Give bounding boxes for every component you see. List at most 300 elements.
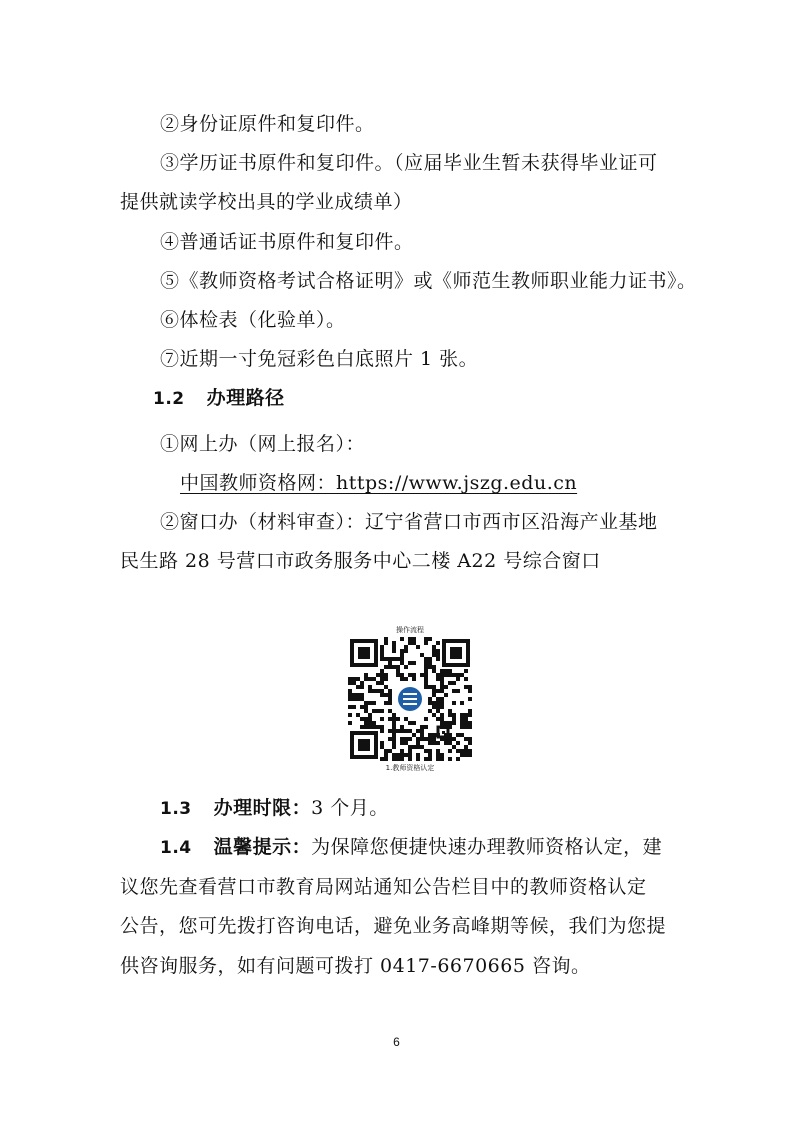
qr-module: [436, 741, 440, 745]
qr-module: [448, 713, 452, 717]
qr-module: [408, 745, 412, 749]
qr-module: [436, 657, 440, 661]
qr-module: [452, 689, 456, 693]
qr-module: [412, 661, 416, 665]
qr-module: [436, 753, 440, 757]
material-item-diploma-continued: 提供就读学校出具的学业成绩单）: [120, 191, 413, 213]
qr-module: [468, 737, 472, 741]
qr-module: [384, 677, 388, 681]
qr-module: [356, 713, 360, 717]
qr-module: [428, 733, 432, 737]
qr-module: [376, 725, 380, 729]
qr-module: [440, 669, 444, 673]
qr-module: [396, 673, 400, 677]
material-item-photo: ⑦近期一寸免冠彩色白底照片 1 张。: [160, 348, 479, 370]
qr-module: [408, 729, 412, 733]
qr-module: [436, 705, 440, 709]
qr-module: [456, 677, 460, 681]
qr-module: [432, 665, 436, 669]
qr-module: [380, 673, 384, 677]
qr-module: [364, 673, 368, 677]
qr-module: [388, 665, 392, 669]
qr-module: [420, 653, 424, 657]
qr-module: [420, 745, 424, 749]
reminder-text-line-4: 供咨询服务，如有问题可拨打 0417-6670665 咨询。: [120, 955, 591, 977]
qr-module: [428, 697, 432, 701]
qr-module: [428, 749, 432, 753]
qr-module: [384, 701, 388, 705]
qr-module: [460, 717, 464, 721]
section-heading-1-3: [160, 795, 389, 822]
qr-module: [388, 689, 392, 693]
qr-module: [364, 709, 368, 713]
qr-module: [448, 669, 452, 673]
qr-module: [348, 677, 352, 681]
qr-module: [380, 653, 384, 657]
qr-module: [364, 721, 368, 725]
qr-module: [452, 673, 456, 677]
qr-module: [388, 693, 392, 697]
qr-module: [360, 705, 364, 709]
qr-module: [388, 729, 392, 733]
qr-module: [428, 685, 432, 689]
qr-module: [388, 701, 392, 705]
qr-module: [404, 717, 408, 721]
qr-module: [380, 709, 384, 713]
qr-module: [348, 689, 352, 693]
qr-module: [372, 689, 376, 693]
page-number: 6: [393, 1035, 400, 1049]
qr-module: [460, 673, 464, 677]
qr-module: [432, 685, 436, 689]
qr-module: [440, 685, 444, 689]
section-number: 1.3: [160, 799, 192, 819]
qr-module: [352, 677, 356, 681]
qr-module: [416, 737, 420, 741]
qr-module: [436, 653, 440, 657]
qr-module: [380, 669, 384, 673]
qr-module: [392, 641, 396, 645]
qr-module: [360, 681, 364, 685]
qr-module: [428, 741, 432, 745]
qr-module: [432, 649, 436, 653]
qr-module: [468, 741, 472, 745]
qr-module: [420, 733, 424, 737]
qr-module: [360, 725, 364, 729]
qr-module: [432, 669, 436, 673]
qr-module: [460, 721, 464, 725]
qr-module: [416, 757, 420, 761]
qr-module: [392, 753, 396, 757]
qr-module: [428, 753, 432, 757]
qr-module: [424, 665, 428, 669]
qr-module: [440, 681, 444, 685]
qr-module: [436, 697, 440, 701]
qr-module: [436, 701, 440, 705]
qr-caption-top: 操作流程: [396, 626, 424, 634]
qr-module: [396, 757, 400, 761]
qr-module: [400, 649, 404, 653]
qr-module: [392, 713, 396, 717]
material-item-diploma: ③学历证书原件和复印件。（应届毕业生暂未获得毕业证可: [160, 152, 658, 174]
material-item-id-card: ②身份证原件和复印件。: [160, 113, 375, 135]
qr-module: [416, 729, 420, 733]
qr-module: [424, 685, 428, 689]
qr-module: [432, 693, 436, 697]
qr-module: [468, 685, 472, 689]
qr-module: [380, 757, 384, 761]
qr-module: [404, 649, 408, 653]
qr-module: [424, 677, 428, 681]
qr-module: [384, 749, 388, 753]
reminder-text-line-2: 议您先查看营口市教育局网站通知公告栏目中的教师资格认定: [120, 876, 647, 898]
qr-module: [412, 745, 416, 749]
qr-module: [428, 657, 432, 661]
qr-module: [456, 749, 460, 753]
material-item-mandarin-cert: ④普通话证书原件和复印件。: [160, 231, 414, 253]
qr-module: [400, 657, 404, 661]
qr-module: [400, 725, 404, 729]
qr-module: [432, 705, 436, 709]
qr-module: [392, 757, 396, 761]
qr-module: [436, 649, 440, 653]
qr-module: [408, 737, 412, 741]
qr-module: [392, 733, 396, 737]
qr-module: [352, 693, 356, 697]
qr-module: [380, 677, 384, 681]
qr-module: [440, 677, 444, 681]
qr-module: [408, 641, 412, 645]
qr-module: [384, 657, 388, 661]
qr-module: [440, 721, 444, 725]
qr-module: [400, 637, 404, 641]
qr-module: [424, 749, 428, 753]
qr-module: [464, 685, 468, 689]
qr-module: [408, 661, 412, 665]
qr-module: [380, 745, 384, 749]
qr-module: [388, 661, 392, 665]
qr-module: [348, 697, 352, 701]
qr-module: [388, 709, 392, 713]
qr-module: [404, 741, 408, 745]
qr-module: [440, 757, 444, 761]
qr-module: [376, 681, 380, 685]
qr-module: [376, 673, 380, 677]
qr-module: [368, 685, 372, 689]
qr-module: [404, 665, 408, 669]
qr-module: [452, 713, 456, 717]
qr-module: [368, 725, 372, 729]
qr-module: [388, 749, 392, 753]
qr-module: [404, 753, 408, 757]
qr-module: [384, 641, 388, 645]
qr-module: [380, 717, 384, 721]
qr-module: [460, 749, 464, 753]
qr-module: [444, 741, 448, 745]
qr-module: [388, 657, 392, 661]
qr-module: [428, 757, 432, 761]
qr-module: [356, 693, 360, 697]
qr-module: [436, 709, 440, 713]
reminder-text-line-1: 为保障您便捷快速办理教师资格认定，建: [311, 836, 663, 858]
qr-module: [400, 753, 404, 757]
qr-module: [452, 717, 456, 721]
qr-module: [352, 697, 356, 701]
qr-module: [436, 677, 440, 681]
qr-module: [444, 721, 448, 725]
qr-module: [384, 665, 388, 669]
qr-module: [372, 725, 376, 729]
qr-module: [444, 693, 448, 697]
qr-module: [380, 693, 384, 697]
qr-module: [432, 713, 436, 717]
qr-module: [464, 725, 468, 729]
qr-module: [468, 753, 472, 757]
qr-module: [380, 645, 384, 649]
window-route-address-continued: 民生路 28 号营口市政务服务中心二楼 A22 号综合窗口: [120, 550, 601, 572]
qr-module: [440, 689, 444, 693]
qr-module: [356, 677, 360, 681]
qr-module: [424, 737, 428, 741]
qr-module: [400, 741, 404, 745]
qr-module: [412, 721, 416, 725]
qr-module: [412, 677, 416, 681]
qr-module: [356, 697, 360, 701]
qr-module: [452, 681, 456, 685]
qr-module: [364, 705, 368, 709]
qr-module: [416, 741, 420, 745]
qr-caption-bottom: 1.教师资格认定: [385, 764, 435, 772]
qr-module: [396, 729, 400, 733]
qr-module: [432, 733, 436, 737]
qr-module: [424, 669, 428, 673]
qr-module: [424, 661, 428, 665]
qr-module: [400, 729, 404, 733]
qr-module: [380, 729, 384, 733]
qr-module: [440, 697, 444, 701]
qr-module: [420, 737, 424, 741]
section-heading-1-4: [160, 834, 662, 861]
qr-module: [352, 705, 356, 709]
qr-module: [364, 677, 368, 681]
qr-module: [384, 685, 388, 689]
qr-module: [348, 693, 352, 697]
qr-module: [388, 737, 392, 741]
qr-module: [368, 713, 372, 717]
section-heading-1-2: [153, 385, 285, 412]
qr-module: [456, 689, 460, 693]
qr-module: [360, 685, 364, 689]
qr-module: [428, 701, 432, 705]
qr-module: [408, 757, 412, 761]
qr-module: [464, 669, 468, 673]
qr-module: [440, 717, 444, 721]
qr-module: [412, 733, 416, 737]
qr-module: [428, 637, 432, 641]
qr-module: [400, 737, 404, 741]
qr-module: [424, 673, 428, 677]
qr-module: [448, 757, 452, 761]
qr-module: [400, 673, 404, 677]
qr-module: [408, 753, 412, 757]
teacher-qualification-website-link[interactable]: 中国教师资格网：https://www.jszg.edu.cn: [180, 472, 578, 494]
qr-module: [448, 741, 452, 745]
qr-module: [356, 685, 360, 689]
qr-module: [436, 757, 440, 761]
qr-module: [408, 673, 412, 677]
qr-module: [452, 745, 456, 749]
qr-module: [400, 749, 404, 753]
qr-module: [392, 665, 396, 669]
qr-module: [392, 729, 396, 733]
qr-module: [424, 657, 428, 661]
qr-module: [360, 697, 364, 701]
qr-module: [464, 677, 468, 681]
qr-module: [400, 677, 404, 681]
qr-module: [468, 709, 472, 713]
qr-module: [372, 721, 376, 725]
qr-module: [368, 701, 372, 705]
qr-module: [384, 757, 388, 761]
qr-module: [436, 749, 440, 753]
qr-module: [460, 753, 464, 757]
qr-code-block: [345, 625, 475, 775]
qr-module: [436, 717, 440, 721]
qr-module: [396, 669, 400, 673]
qr-module: [352, 681, 356, 685]
qr-module: [456, 757, 460, 761]
qr-module: [456, 741, 460, 745]
qr-module: [468, 721, 472, 725]
qr-module: [448, 673, 452, 677]
qr-module: [428, 661, 432, 665]
qr-module: [348, 721, 352, 725]
qr-module: [408, 749, 412, 753]
qr-module: [428, 665, 432, 669]
qr-module: [432, 741, 436, 745]
qr-module: [428, 709, 432, 713]
qr-module: [432, 737, 436, 741]
qr-module: [380, 741, 384, 745]
qr-module: [440, 713, 444, 717]
qr-module: [392, 725, 396, 729]
qr-module: [468, 697, 472, 701]
qr-module: [448, 749, 452, 753]
qr-module: [392, 645, 396, 649]
section-number: 1.4: [160, 838, 192, 858]
qr-module: [448, 709, 452, 713]
online-route-label: ①网上办（网上报名）：: [160, 433, 366, 455]
reminder-text-line-3: 公告，您可先拨打咨询电话，避免业务高峰期等候，我们为您提: [120, 915, 667, 937]
qr-module: [440, 705, 444, 709]
qr-module: [380, 657, 384, 661]
qr-module: [392, 745, 396, 749]
qr-module: [376, 709, 380, 713]
qr-module: [380, 649, 384, 653]
qr-module: [396, 657, 400, 661]
section-number: 1.2: [153, 389, 185, 409]
qr-module: [464, 749, 468, 753]
qr-module: [440, 753, 444, 757]
qr-module: [432, 645, 436, 649]
qr-module: [392, 721, 396, 725]
window-route-address: ②窗口办（材料审查）：辽宁省营口市西市区沿海产业基地: [160, 511, 658, 533]
qr-module: [368, 721, 372, 725]
qr-module: [448, 721, 452, 725]
material-item-health-form: ⑥体检表（化验单）。: [160, 309, 346, 331]
qr-module: [428, 737, 432, 741]
qr-module: [420, 725, 424, 729]
qr-module: [368, 717, 372, 721]
qr-module: [420, 673, 424, 677]
qr-module: [388, 717, 392, 721]
qr-module: [372, 701, 376, 705]
qr-module: [384, 753, 388, 757]
qr-module: [368, 677, 372, 681]
qr-code-icon[interactable]: [348, 637, 472, 761]
qr-module: [424, 641, 428, 645]
qr-module: [456, 733, 460, 737]
qr-module: [416, 745, 420, 749]
material-item-exam-cert: ⑤《教师资格考试合格证明》或《师范生教师职业能力证书》。: [160, 270, 697, 292]
qr-module: [432, 701, 436, 705]
qr-module: [360, 717, 364, 721]
qr-module: [424, 757, 428, 761]
qr-module: [452, 721, 456, 725]
section-title: 温馨提示：: [213, 836, 312, 858]
qr-module: [464, 745, 468, 749]
qr-module: [400, 661, 404, 665]
qr-module: [412, 641, 416, 645]
qr-module: [432, 689, 436, 693]
qr-module: [460, 725, 464, 729]
qr-module: [364, 701, 368, 705]
section-title: 办理路径: [206, 387, 285, 409]
qr-module: [424, 725, 428, 729]
qr-module: [464, 713, 468, 717]
qr-module: [404, 645, 408, 649]
qr-module: [420, 729, 424, 733]
qr-module: [468, 713, 472, 717]
qr-module: [444, 685, 448, 689]
qr-module: [364, 725, 368, 729]
qr-module: [432, 653, 436, 657]
qr-module: [392, 649, 396, 653]
qr-module: [468, 689, 472, 693]
qr-module: [380, 689, 384, 693]
qr-module: [424, 637, 428, 641]
qr-module: [380, 725, 384, 729]
qr-module: [408, 637, 412, 641]
qr-module: [392, 657, 396, 661]
qr-module: [388, 697, 392, 701]
qr-module: [372, 677, 376, 681]
qr-module: [396, 717, 400, 721]
qr-module: [368, 689, 372, 693]
qr-module: [452, 737, 456, 741]
qr-module: [424, 717, 428, 721]
qr-module: [416, 645, 420, 649]
qr-module: [348, 681, 352, 685]
qr-module: [412, 637, 416, 641]
qr-module: [412, 673, 416, 677]
qr-module: [392, 737, 396, 741]
qr-module: [404, 677, 408, 681]
qr-module: [376, 689, 380, 693]
qr-module: [392, 741, 396, 745]
qr-module: [396, 665, 400, 669]
qr-module: [348, 713, 352, 717]
